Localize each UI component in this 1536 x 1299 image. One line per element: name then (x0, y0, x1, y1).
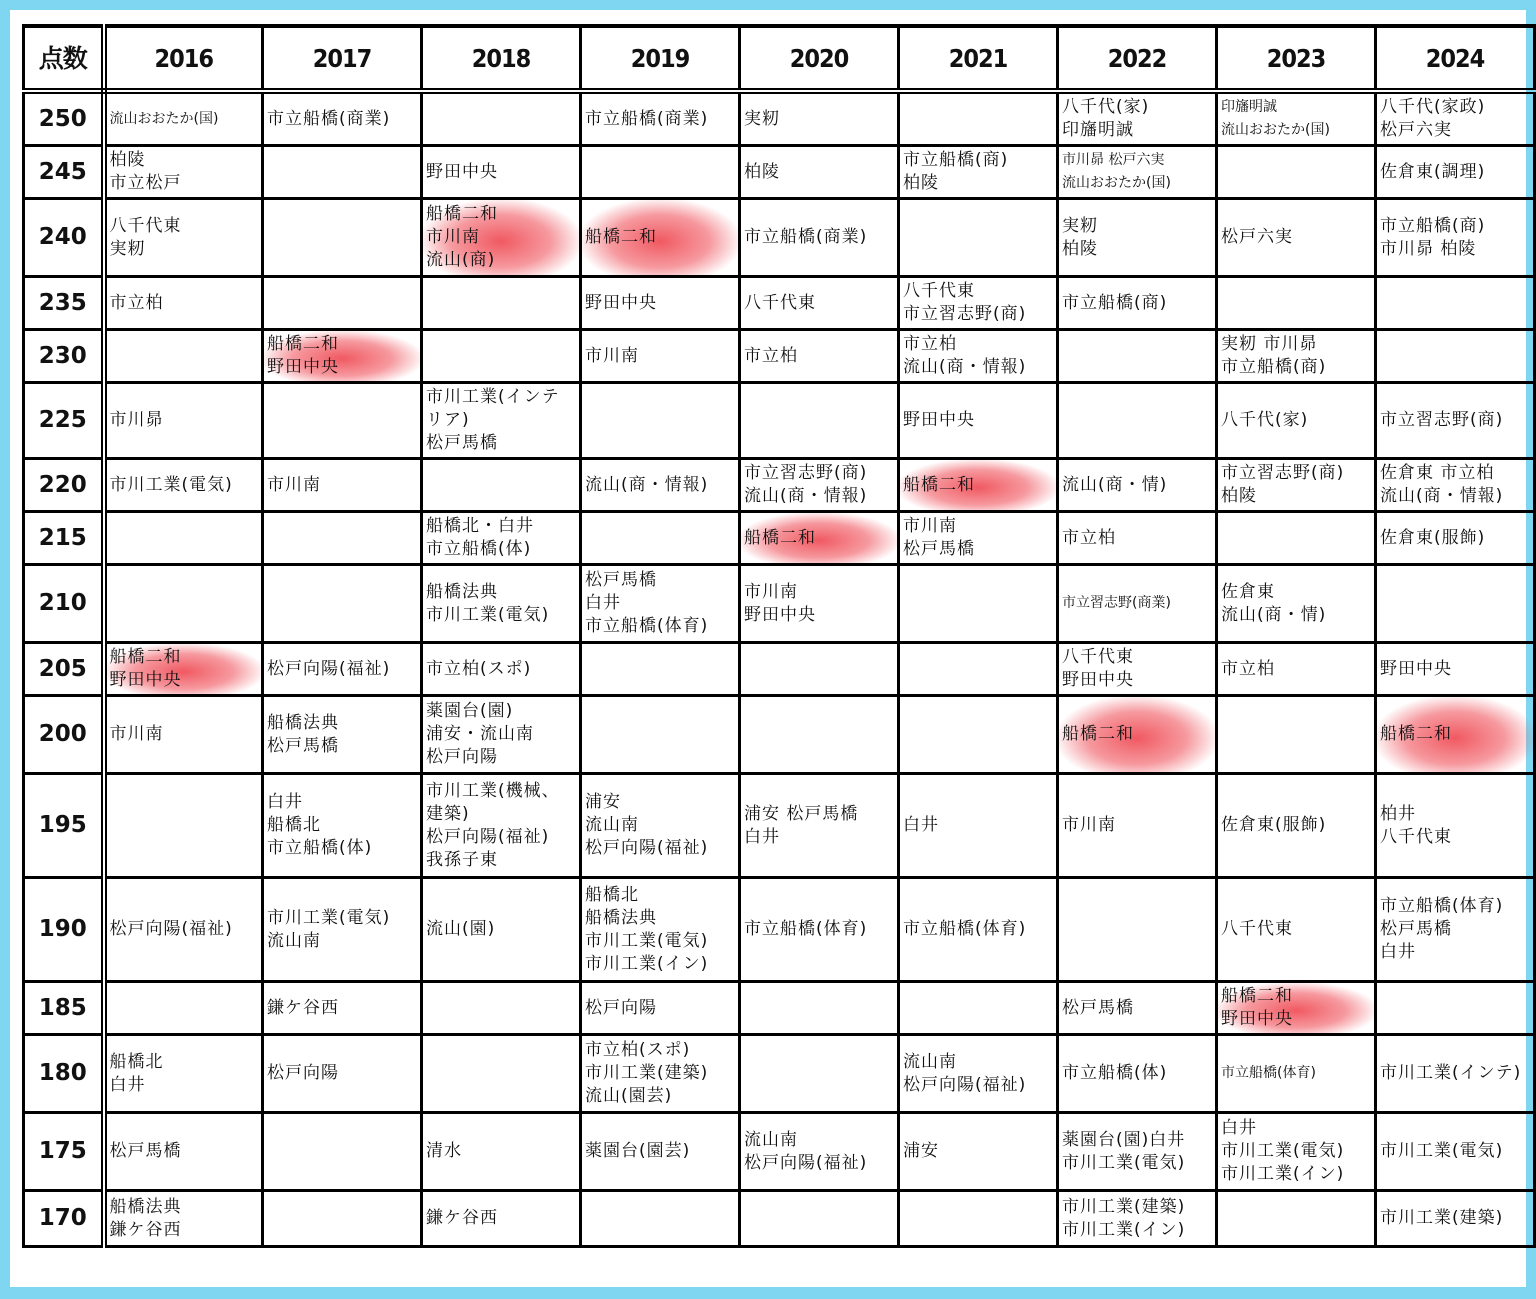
school-cell: 市立習志野(商) 柏陵 (1217, 459, 1376, 512)
score-cell: 205 (24, 643, 104, 696)
school-cell: 市立習志野(商業) (1058, 565, 1217, 643)
school-cell (899, 982, 1058, 1035)
school-cell: 流山南 松戸向陽(福祉) (899, 1035, 1058, 1113)
school-cell: 市川工業(インテ) (1376, 1035, 1535, 1113)
school-cell (1058, 330, 1217, 383)
score-cell: 210 (24, 565, 104, 643)
school-cell-highlighted: 船橋二和 (1058, 696, 1217, 774)
school-cell: 八千代東 実籾 (104, 199, 263, 277)
school-cell: 市立柏 流山(商・情報) (899, 330, 1058, 383)
score-cell: 195 (24, 774, 104, 878)
score-cell: 230 (24, 330, 104, 383)
school-cell: 市立船橋(商) 市川昴 柏陵 (1376, 199, 1535, 277)
score-cell: 240 (24, 199, 104, 277)
school-cell: 市立習志野(商) 流山(商・情報) (740, 459, 899, 512)
table-row (24, 774, 1535, 878)
school-cell: 市川工業(電気) (1376, 1113, 1535, 1191)
school-cell: 船橋法典 鎌ケ谷西 (104, 1191, 263, 1247)
school-cell: 浦安 松戸馬橋 白井 (740, 774, 899, 878)
school-cell-highlighted: 船橋二和 野田中央 (1217, 982, 1376, 1035)
school-cell-highlighted: 船橋二和 野田中央 (104, 643, 263, 696)
school-cell: 市川南 (581, 330, 740, 383)
school-cell: 市川工業(機械、 建築) 松戸向陽(福祉) 我孫子東 (422, 774, 581, 878)
year-header: 2019 (581, 26, 740, 91)
table-row (24, 330, 1535, 383)
school-cell (263, 146, 422, 199)
school-cell: 野田中央 (1376, 643, 1535, 696)
school-cell: 市川昴 (104, 383, 263, 459)
school-cell: 野田中央 (422, 146, 581, 199)
school-cell (104, 565, 263, 643)
school-cell: 佐倉東(調理) (1376, 146, 1535, 199)
score-header: 点数 (24, 26, 104, 91)
school-cell: 市川工業(建築) 市川工業(イン) (1058, 1191, 1217, 1247)
school-cell (1217, 1191, 1376, 1247)
school-cell (1217, 696, 1376, 774)
school-cell: 八千代(家) (1217, 383, 1376, 459)
school-cell (263, 1191, 422, 1247)
school-cell: 船橋北 白井 (104, 1035, 263, 1113)
school-cell (740, 982, 899, 1035)
school-cell: 流山(商・情) (1058, 459, 1217, 512)
header-row (24, 26, 1535, 91)
school-cell: 市川工業(建築) (1376, 1191, 1535, 1247)
school-cell: 薬園台(園芸) (581, 1113, 740, 1191)
school-cell: 野田中央 (899, 383, 1058, 459)
school-cell-highlighted: 船橋二和 (1376, 696, 1535, 774)
table-row (24, 1035, 1535, 1113)
school-cell (104, 512, 263, 565)
school-cell: 市立船橋(体育) (1217, 1035, 1376, 1113)
school-cell (1376, 330, 1535, 383)
school-cell: 薬園台(園) 浦安・流山南 松戸向陽 (422, 696, 581, 774)
table-row (24, 643, 1535, 696)
school-cell: 実籾 柏陵 (1058, 199, 1217, 277)
table-row (24, 277, 1535, 330)
school-cell: 市立船橋(商業) (740, 199, 899, 277)
table-row (24, 91, 1535, 146)
school-cell (422, 982, 581, 1035)
school-cell: 佐倉東(服飾) (1376, 512, 1535, 565)
school-cell (263, 1113, 422, 1191)
school-cell: 市川南 野田中央 (740, 565, 899, 643)
year-header: 2017 (263, 26, 422, 91)
table-row (24, 1113, 1535, 1191)
year-header: 2022 (1058, 26, 1217, 91)
school-cell-highlighted: 船橋二和 (899, 459, 1058, 512)
year-header: 2018 (422, 26, 581, 91)
school-cell: 鎌ケ谷西 (422, 1191, 581, 1247)
score-cell: 225 (24, 383, 104, 459)
table-row (24, 878, 1535, 982)
school-cell: 柏陵 市立松戸 (104, 146, 263, 199)
school-cell (740, 696, 899, 774)
table-row (24, 512, 1535, 565)
school-cell (263, 277, 422, 330)
table-row (24, 146, 1535, 199)
school-cell: 薬園台(園)白井 市川工業(電気) (1058, 1113, 1217, 1191)
score-cell: 170 (24, 1191, 104, 1247)
year-header: 2016 (104, 26, 263, 91)
school-cell: 市立柏 (740, 330, 899, 383)
school-cell (740, 383, 899, 459)
year-header: 2021 (899, 26, 1058, 91)
school-cell: 白井 (899, 774, 1058, 878)
school-cell (899, 91, 1058, 146)
school-cell-highlighted: 船橋二和 (581, 199, 740, 277)
school-cell: 八千代東 野田中央 (1058, 643, 1217, 696)
school-cell: 船橋北・白井 市立船橋(体) (422, 512, 581, 565)
school-cell: 浦安 (899, 1113, 1058, 1191)
school-cell (899, 643, 1058, 696)
school-cell (1217, 512, 1376, 565)
table-row (24, 696, 1535, 774)
school-cell (1376, 277, 1535, 330)
school-cell: 市川南 (104, 696, 263, 774)
score-cell: 180 (24, 1035, 104, 1113)
school-cell: 船橋法典 市川工業(電気) (422, 565, 581, 643)
school-cell: 市立船橋(商業) (581, 91, 740, 146)
school-cell-highlighted: 船橋二和 (740, 512, 899, 565)
school-cell: 松戸六実 (1217, 199, 1376, 277)
school-cell: 松戸向陽 (263, 1035, 422, 1113)
school-cell (1058, 383, 1217, 459)
school-cell-highlighted: 船橋二和 市川南 流山(商) (422, 199, 581, 277)
school-cell: 市川工業(電気) 流山南 (263, 878, 422, 982)
table-row (24, 565, 1535, 643)
school-cell: 松戸馬橋 (104, 1113, 263, 1191)
school-cell: 松戸向陽(福祉) (263, 643, 422, 696)
school-cell (1376, 565, 1535, 643)
school-cell: 松戸馬橋 白井 市立船橋(体育) (581, 565, 740, 643)
score-cell: 250 (24, 91, 104, 146)
school-cell: 実籾 市川昴 市立船橋(商) (1217, 330, 1376, 383)
school-cell (104, 330, 263, 383)
school-cell: 市立船橋(商業) (263, 91, 422, 146)
school-cell: 八千代東 (1217, 878, 1376, 982)
school-cell: 船橋法典 松戸馬橋 (263, 696, 422, 774)
score-cell: 220 (24, 459, 104, 512)
school-cell (581, 512, 740, 565)
score-cell: 185 (24, 982, 104, 1035)
school-cell (104, 982, 263, 1035)
school-cell: 清水 (422, 1113, 581, 1191)
school-cell (1376, 982, 1535, 1035)
school-cell (263, 199, 422, 277)
school-cell (899, 1191, 1058, 1247)
school-cell: 市川南 (1058, 774, 1217, 878)
school-cell: 市川工業(インテ リア) 松戸馬橋 (422, 383, 581, 459)
school-cell: 印旛明誠 流山おおたか(国) (1217, 91, 1376, 146)
school-cell: 白井 市川工業(電気) 市川工業(イン) (1217, 1113, 1376, 1191)
school-cell: 市立船橋(体育) 松戸馬橋 白井 (1376, 878, 1535, 982)
school-cell: 白井 船橋北 市立船橋(体) (263, 774, 422, 878)
school-cell: 鎌ケ谷西 (263, 982, 422, 1035)
school-cell: 市立柏 (1058, 512, 1217, 565)
school-cell: 柏陵 (740, 146, 899, 199)
table-row (24, 199, 1535, 277)
school-cell (581, 696, 740, 774)
school-cell (581, 383, 740, 459)
score-table (22, 24, 1536, 1248)
school-cell: 松戸馬橋 (1058, 982, 1217, 1035)
table-body (24, 91, 1535, 1247)
school-cell (1217, 146, 1376, 199)
school-cell: 柏井 八千代東 (1376, 774, 1535, 878)
score-cell: 215 (24, 512, 104, 565)
school-cell: 市立船橋(体育) (899, 878, 1058, 982)
school-cell: 市立船橋(体育) (740, 878, 899, 982)
school-cell (581, 643, 740, 696)
school-cell: 市川昴 松戸六実 流山おおたか(国) (1058, 146, 1217, 199)
score-cell: 200 (24, 696, 104, 774)
school-cell (104, 774, 263, 878)
table-row (24, 1191, 1535, 1247)
school-cell (422, 330, 581, 383)
school-cell (740, 1191, 899, 1247)
school-cell (581, 1191, 740, 1247)
school-cell: 流山おおたか(国) (104, 91, 263, 146)
school-cell: 市立柏 (104, 277, 263, 330)
school-cell: 松戸向陽(福祉) (104, 878, 263, 982)
school-cell: 流山(商・情報) (581, 459, 740, 512)
school-cell: 市川工業(電気) (104, 459, 263, 512)
score-cell: 175 (24, 1113, 104, 1191)
school-cell (1217, 277, 1376, 330)
school-cell: 市立船橋(商) (1058, 277, 1217, 330)
school-cell: 市立柏(スポ) (422, 643, 581, 696)
school-cell (263, 512, 422, 565)
school-cell: 佐倉東 流山(商・情) (1217, 565, 1376, 643)
year-header: 2023 (1217, 26, 1376, 91)
school-cell (740, 643, 899, 696)
school-cell: 八千代(家) 印旛明誠 (1058, 91, 1217, 146)
school-cell: 流山南 松戸向陽(福祉) (740, 1113, 899, 1191)
school-cell: 船橋北 船橋法典 市川工業(電気) 市川工業(イン) (581, 878, 740, 982)
score-cell: 235 (24, 277, 104, 330)
table-row (24, 982, 1535, 1035)
school-cell: 松戸向陽 (581, 982, 740, 1035)
school-cell: 佐倉東 市立柏 流山(商・情報) (1376, 459, 1535, 512)
school-cell (899, 696, 1058, 774)
school-cell: 八千代(家政) 松戸六実 (1376, 91, 1535, 146)
score-cell: 190 (24, 878, 104, 982)
school-cell (263, 565, 422, 643)
school-cell-highlighted: 船橋二和 野田中央 (263, 330, 422, 383)
school-cell: 市立船橋(商) 柏陵 (899, 146, 1058, 199)
school-cell: 八千代東 市立習志野(商) (899, 277, 1058, 330)
school-cell (899, 199, 1058, 277)
school-cell: 市立柏(スポ) 市川工業(建築) 流山(園芸) (581, 1035, 740, 1113)
school-cell (899, 565, 1058, 643)
school-cell: 市川南 松戸馬橋 (899, 512, 1058, 565)
school-cell: 市立習志野(商) (1376, 383, 1535, 459)
school-cell: 実籾 (740, 91, 899, 146)
school-cell: 佐倉東(服飾) (1217, 774, 1376, 878)
school-cell (740, 1035, 899, 1113)
school-cell: 市川南 (263, 459, 422, 512)
table-row (24, 459, 1535, 512)
school-cell (1058, 878, 1217, 982)
school-cell: 市立船橋(体) (1058, 1035, 1217, 1113)
school-cell (422, 1035, 581, 1113)
school-cell: 浦安 流山南 松戸向陽(福祉) (581, 774, 740, 878)
school-cell (422, 277, 581, 330)
score-cell: 245 (24, 146, 104, 199)
school-cell (422, 91, 581, 146)
table-row (24, 383, 1535, 459)
school-cell (263, 383, 422, 459)
school-cell: 野田中央 (581, 277, 740, 330)
year-header: 2024 (1376, 26, 1535, 91)
school-cell: 市立柏 (1217, 643, 1376, 696)
school-cell (581, 146, 740, 199)
school-cell: 流山(園) (422, 878, 581, 982)
year-header: 2020 (740, 26, 899, 91)
school-cell (422, 459, 581, 512)
school-cell: 八千代東 (740, 277, 899, 330)
